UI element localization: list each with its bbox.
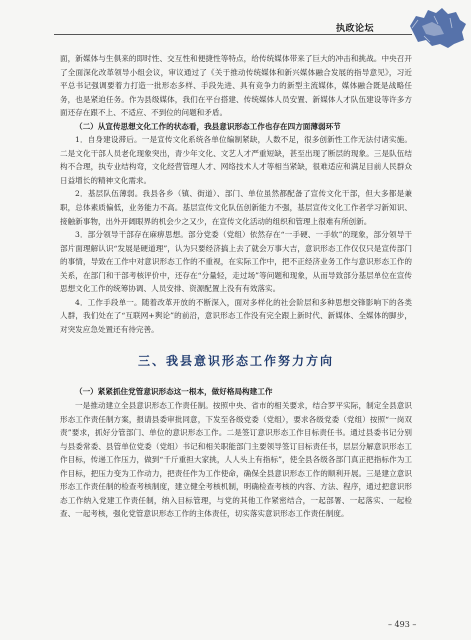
header-title: 执政论坛 bbox=[336, 24, 375, 34]
paragraph: 4．工作手段单一。随着改革开放的不断深入，面对多样化的社会阶层和多种思想交锋影响下的各类人群，我们处在了“互联网+舆论”的前沿，意识形态工作没有完全跟上新时代、新媒体、全媒体的脚步，对突发应急处置还有待完善。 bbox=[60, 297, 412, 334]
article-body bbox=[60, 52, 412, 521]
paragraph: 3．部分领导干部存在麻痹思想。部分党委（党组）依然存在“一手硬、一手软”的现象，部分领导干部片面理解认识“发展是硬道理”，认为只要经济搞上去了就会万事大吉，意识形态工作仅仅只是宣传部门的事情，导致在工作中对意识形态工作的不重视，在实际工作中，把不正经济业务工作与意识形态工作的关系，在部门和干部考核评价中，还存在“分量轻，走过场”等问题和现象，从而导致部分基层单位在宣传思想文化工作的统筹协调、人员安排、资源配置上没有有效落实。 bbox=[60, 230, 412, 294]
paragraph: 1．自身建设滞后。一是宣传文化系统各单位编制紧缺，人数不足，很多创新性工作无法付诸实施。二是文化干部人员老化现象突出，青少年文化、文艺人才严重短缺，甚至出现了断层的现象。三是队伍结构不合理，执专业结构弯，文化经营管理人才、网络技术人才等相当紧缺，很难适应和满足目前人民群众日益增长的精神文化需求。 bbox=[60, 135, 412, 185]
paragraph: 面，新媒体与生俱来的即时性、交互性和便捷性等特点，给传统媒体带来了巨大的冲击和挑战。中央召开了全面深化改革领导小组会议，审议通过了《关于推动传统媒体和新兴媒体融合发展的指导意见》，习近平总书记强调要着力打造一批形态多样、手段先进、具有竞争力的新型主流媒体，媒体融合既是战略任务，也是紧迫任务。作为县级媒体，我们在平台搭建、传统媒体人员安置、新媒体人才队伍建设等许多方面还存在跟不上、不适应、不到位的问题和矛盾。 bbox=[60, 54, 412, 118]
paragraph: 2．基层队伍薄弱。我县各乡（镇、街道）、部门、单位虽然都配备了宣传文化干部，但大多都是兼职，总体素质偏低，业务能力不高。基层宣传文化队伍创新能力不强，基层宣传文化工作者学习新知识、接触新事物，出外开阔眼界的机会少之又少，在宣传文化活动的组织和管理上很难有所创新。 bbox=[60, 189, 412, 226]
county-map-icon bbox=[404, 4, 468, 50]
paragraph: 一是推动建立全县意识形态工作责任制。按照中央、省市的相关要求，结合罗平实际，制定全县意识形态工作责任制方案，报请县委审批同意，下发至各级党委（党组），要求各级党委（党组）按照“一岗双责”要求，抓好分管部门、单位的意识形态工作。二是签订意识形态工作目标责任书。通过县委书记分别与县委常委、县管单位党委（党组）书记和相关职能部门主要领导签订目标责任书，层层分解意识形态工作目标，传递工作压力，做到“千斤重担大家挑，人人头上有指标”，使全县各级各部门真正把指标作为工作目标，把压力变为工作动力，把责任作为工作使命，确保全县意识形态工作的顺利开展。三是建立意识形态工作责任制的检查考核制度，建立健全考核机制，明确检查考核的内容、方法、程序，通过把意识形态工作纳入党建工作责任制，纳入目标管理，与党的其他工作紧密结合，一起部署、一起落实、一起检查、一起考核，强化党管意识形态工作的主体责任，切实落实意识形态工作责任制度。 bbox=[60, 401, 412, 519]
subheading: （一）紧紧抓住党管意识形态这一根本，做好格局构建工作 bbox=[75, 387, 273, 397]
subheading: （二）从宣传思想文化工作的状态看，我县意识形态工作也存在四方面薄弱环节 bbox=[75, 121, 341, 131]
section-heading: 三、我县意识形态工作努力方向 bbox=[137, 354, 334, 369]
header-rule bbox=[54, 34, 412, 35]
page-header bbox=[0, 0, 471, 46]
page-number: – 493 – bbox=[388, 620, 417, 629]
